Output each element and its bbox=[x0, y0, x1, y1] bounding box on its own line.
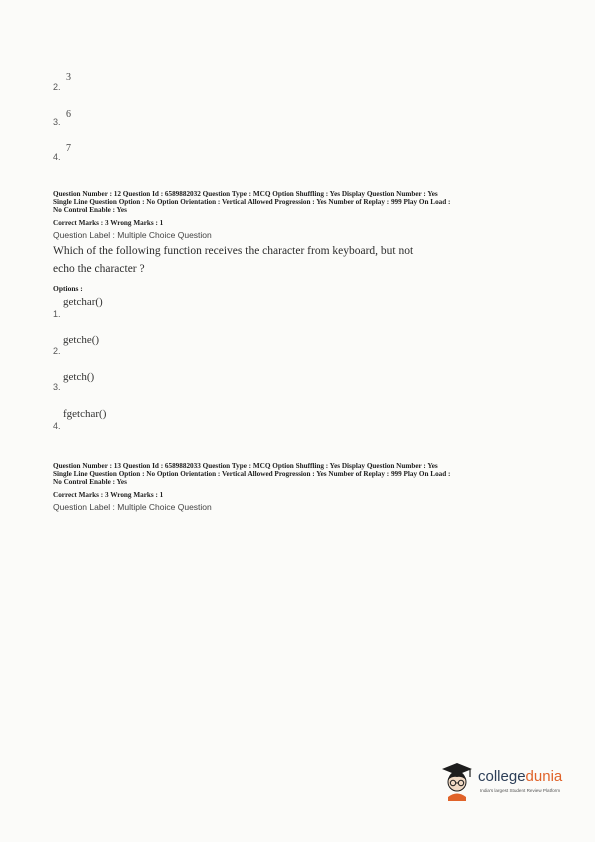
question-text: echo the character ? bbox=[53, 263, 145, 275]
question-label: Question Label : Multiple Choice Question bbox=[53, 230, 212, 240]
option-number: 4. bbox=[53, 152, 61, 162]
option-number: 1. bbox=[53, 309, 61, 319]
logo-wordmark bbox=[478, 768, 562, 785]
question-meta-line: Single Line Question Option : No Option Orientation : Vertical Allowed Progression : Yes Number of Replay : 999 Play On Load : bbox=[53, 198, 451, 206]
option-number: 2. bbox=[53, 82, 61, 92]
option-text: 6 bbox=[66, 109, 71, 120]
question-meta-line: Single Line Question Option : No Option Orientation : Vertical Allowed Progression : Yes Number of Replay : 999 Play On Load : bbox=[53, 470, 451, 478]
option-text: getchar() bbox=[63, 296, 103, 308]
question-meta-line: Question Number : 13 Question Id : 6589882033 Question Type : MCQ Option Shuffling : Yes Display Question Number : Yes bbox=[53, 462, 438, 470]
question-meta-line: No Control Enable : Yes bbox=[53, 478, 127, 486]
question-label: Question Label : Multiple Choice Question bbox=[53, 502, 212, 512]
option-text: getche() bbox=[63, 334, 100, 346]
options-heading: Options : bbox=[53, 284, 83, 293]
option-text: fgetchar() bbox=[63, 408, 107, 420]
option-number: 3. bbox=[53, 382, 61, 392]
option-text: 3 bbox=[66, 72, 71, 83]
logo-tagline: India's largest Student Review Platform bbox=[480, 788, 561, 793]
question-marks: Correct Marks : 3 Wrong Marks : 1 bbox=[53, 491, 164, 499]
question-marks: Correct Marks : 3 Wrong Marks : 1 bbox=[53, 219, 164, 227]
option-number: 2. bbox=[53, 346, 61, 356]
option-number: 3. bbox=[53, 117, 61, 127]
question-meta-line: Question Number : 12 Question Id : 6589882032 Question Type : MCQ Option Shuffling : Yes Display Question Number : Yes bbox=[53, 190, 438, 198]
collegedunia-logo bbox=[440, 760, 580, 804]
logo-wordmark-part1: college bbox=[478, 768, 526, 785]
question-text: Which of the following function receives the character from keyboard, but not bbox=[53, 245, 414, 257]
question-meta-line: No Control Enable : Yes bbox=[53, 206, 127, 214]
option-text: 7 bbox=[66, 143, 71, 154]
logo-wordmark-part2: dunia bbox=[525, 768, 563, 785]
graduate-mascot-icon bbox=[440, 760, 474, 807]
option-number: 4. bbox=[53, 421, 61, 431]
option-text: getch() bbox=[63, 371, 95, 383]
